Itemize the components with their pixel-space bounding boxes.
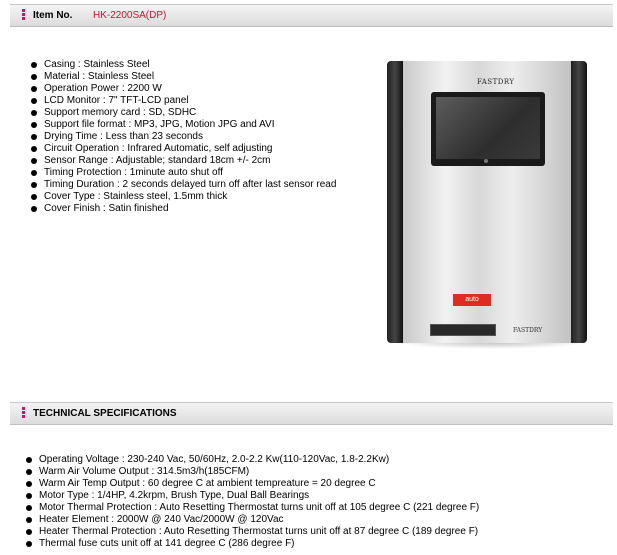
list-item: Sensor Range : Adjustable; standard 18cm +/- 2cm	[30, 155, 350, 167]
bullet-icon	[31, 146, 37, 152]
sensor-icon	[484, 159, 488, 163]
bullet-icon	[31, 194, 37, 200]
list-item: Cover Type : Stainless steel, 1.5mm thick	[30, 191, 350, 203]
lcd-screen	[436, 97, 540, 159]
bullet-icon	[31, 182, 37, 188]
item-header-bar	[10, 4, 613, 27]
feature-list	[30, 59, 350, 215]
list-item: Heater Element : 2000W @ 240 Vac/2000W @ 120Vac	[25, 514, 610, 526]
tech-specs-list	[25, 454, 610, 550]
air-outlet-vent	[430, 324, 496, 336]
list-item: Timing Duration : 2 seconds delayed turn off after last sensor read	[30, 179, 350, 191]
bullet-icon	[26, 469, 32, 475]
list-item: Circuit Operation : Infrared Automatic, self adjusting	[30, 143, 350, 155]
list-item: Drying Time : Less than 23 seconds	[30, 131, 350, 143]
list-item: Support file format : MP3, JPG, Motion JPG and AVI	[30, 119, 350, 131]
list-item: Warm Air Volume Output : 314.5m3/h(185CFM)	[25, 466, 610, 478]
bullet-icon	[26, 493, 32, 499]
dryer-left-panel	[387, 61, 403, 343]
list-item: Material : Stainless Steel	[30, 71, 350, 83]
hand-dryer-image	[387, 61, 587, 343]
list-item: Timing Protection : 1minute auto shut off	[30, 167, 350, 179]
list-item: Operating Voltage : 230-240 Vac, 50/60Hz, 2.0-2.2 Kw(110-120Vac, 1.8-2.2Kw)	[25, 454, 610, 466]
lcd-monitor	[431, 92, 545, 166]
bullet-icon	[31, 122, 37, 128]
list-item: Thermal fuse cuts unit off at 141 degree C (286 degree F)	[25, 538, 610, 550]
bullet-icon	[26, 517, 32, 523]
bullet-icon	[26, 529, 32, 535]
bullet-icon	[31, 98, 37, 104]
list-item: Warm Air Temp Output : 60 degree C at ambient tempreature = 20 degree C	[25, 478, 610, 490]
item-label: Item No.	[33, 10, 73, 21]
bullet-marker-icon	[22, 407, 25, 418]
bullet-icon	[26, 481, 32, 487]
item-number: HK-2200SA(DP)	[93, 10, 167, 21]
tech-specs-header-bar	[10, 402, 613, 425]
list-item: Cover Finish : Satin finished	[30, 203, 350, 215]
bullet-icon	[31, 86, 37, 92]
list-item: LCD Monitor : 7" TFT-LCD panel	[30, 95, 350, 107]
base-logo: FASTDRY	[513, 327, 543, 334]
bullet-icon	[26, 505, 32, 511]
list-item: Motor Type : 1/4HP, 4.2krpm, Brush Type, Dual Ball Bearings	[25, 490, 610, 502]
bullet-icon	[31, 74, 37, 80]
bullet-icon	[31, 110, 37, 116]
bullet-icon	[31, 62, 37, 68]
bullet-icon	[31, 170, 37, 176]
list-item: Support memory card : SD, SDHC	[30, 107, 350, 119]
section-title: TECHNICAL SPECIFICATIONS	[33, 408, 177, 419]
bullet-icon	[26, 457, 32, 463]
bullet-icon	[31, 134, 37, 140]
list-item: Operation Power : 2200 W	[30, 83, 350, 95]
bullet-icon	[26, 541, 32, 547]
bullet-icon	[31, 158, 37, 164]
list-item: Heater Thermal Protection : Auto Resetting Thermostat turns unit off at 87 degree C (189 degree F)	[25, 526, 610, 538]
dryer-front-cover	[403, 61, 571, 343]
list-item: Casing : Stainless Steel	[30, 59, 350, 71]
bullet-marker-icon	[22, 9, 25, 20]
auto-label: auto	[453, 294, 491, 306]
bullet-icon	[31, 206, 37, 212]
list-item: Motor Thermal Protection : Auto Resetting Thermostat turns unit off at 105 degree C (221 degree F)	[25, 502, 610, 514]
brand-logo: FASTDRY	[477, 78, 515, 86]
dryer-right-panel	[571, 61, 587, 343]
